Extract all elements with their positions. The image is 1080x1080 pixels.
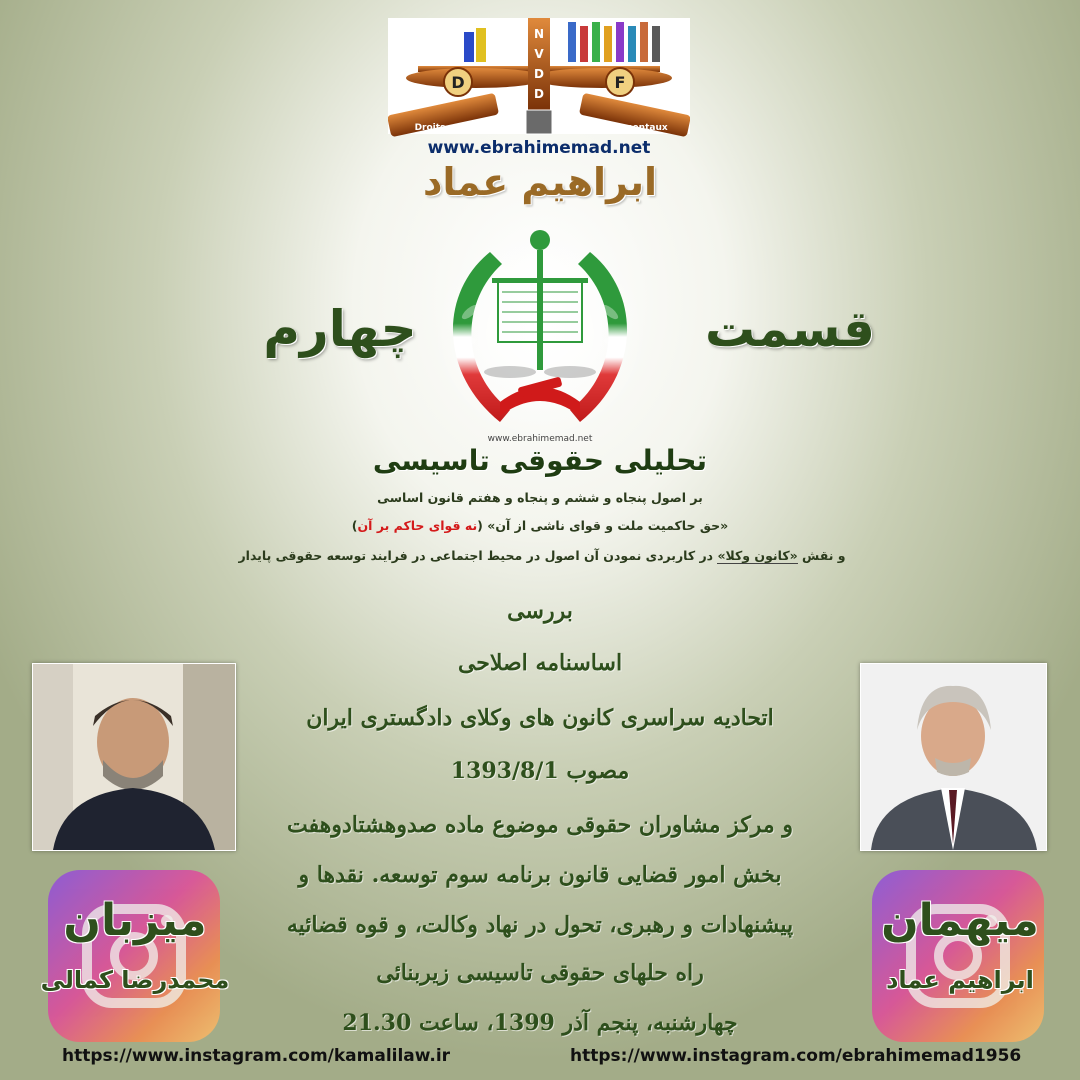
- part-number: چهارم: [263, 300, 417, 358]
- logo-vertical-letter-2: V: [534, 47, 544, 61]
- subtitle-line-3-start: و نقش: [802, 548, 846, 563]
- guest-photo: [860, 663, 1047, 851]
- body-line-4: مصوب 1393/8/1: [450, 758, 630, 784]
- subtitle-line-2-red: نه قوای حاکم بر آن: [357, 518, 478, 533]
- body-line-2: اساسنامه اصلاحی: [457, 650, 623, 676]
- logo-portrait: [526, 110, 552, 134]
- part-word: قسمت: [704, 300, 876, 358]
- subtitle-line-2-main: «حق حاکمیت ملت و قوای ناشی از آن»: [487, 518, 729, 533]
- subtitle-line-1: بر اصول پنجاه و ششم و پنجاه و هفتم قانون اساسی: [377, 490, 703, 505]
- guest-instagram-url[interactable]: https://www.instagram.com/ebrahimemad1956: [570, 1046, 1022, 1066]
- body-line-8: راه حلهای حقوقی تاسیسی زیربنائی: [376, 960, 704, 986]
- host-name: محمدرضا کمالی: [40, 966, 230, 994]
- logo-vertical-letter-3: D: [534, 67, 544, 81]
- subtitle-line-3: [230, 548, 854, 563]
- author-title: ابراهیم عماد: [422, 160, 658, 204]
- logo-letter-d: D: [451, 73, 465, 92]
- host-photo: [32, 663, 236, 851]
- bar-association-emblem: [430, 222, 650, 447]
- series-title: تحلیلی حقوقی تاسیسی: [372, 444, 708, 477]
- subtitle-line-3-underlined: «کانون وکلا»: [717, 548, 798, 563]
- host-role: میزبان: [63, 895, 207, 946]
- logo-caption-left: Droits: [414, 123, 446, 133]
- site-url[interactable]: www.ebrahimemad.net: [427, 138, 651, 158]
- logo-vertical-letter-1: N: [533, 27, 545, 41]
- emblem-url: www.ebrahimemad.net: [487, 434, 593, 444]
- logo-letter-f: F: [614, 73, 626, 92]
- guest-name: ابراهیم عماد: [886, 966, 1034, 994]
- body-line-5: و مرکز مشاوران حقوقی موضوع ماده صدوهشتادوهفت: [287, 812, 793, 838]
- ndvv-scales-logo: [388, 18, 690, 158]
- body-line-7: پیشنهادات و رهبری، تحول در نهاد وکالت، و قوه قضائیه: [286, 912, 794, 938]
- subtitle-line-3-end: در کاربردی نمودن آن اصول در محیط اجتماعی در فرایند توسعه حقوقی پایدار: [238, 548, 714, 563]
- body-line-3: اتحادیه سراسری کانون های وکلای دادگستری ایران: [306, 705, 774, 731]
- host-instagram-url[interactable]: https://www.instagram.com/kamalilaw.ir: [62, 1046, 451, 1066]
- subtitle-line-2: «حق حاکمیت ملت و قوای ناشی از آن» (نه قوای حاکم بر آن): [351, 518, 729, 533]
- body-line-6: بخش امور قضایی قانون برنامه سوم توسعه. نقدها و: [298, 862, 782, 888]
- logo-vertical-letter-4: D: [534, 87, 544, 101]
- body-line-1: بررسی: [507, 598, 573, 624]
- body-line-9-datetime: چهارشنبه، پنجم آذر 1399، ساعت 21.30: [342, 1010, 738, 1036]
- logo-caption-right: Fondamentaux: [592, 123, 668, 133]
- guest-role: میهمان: [881, 895, 1039, 946]
